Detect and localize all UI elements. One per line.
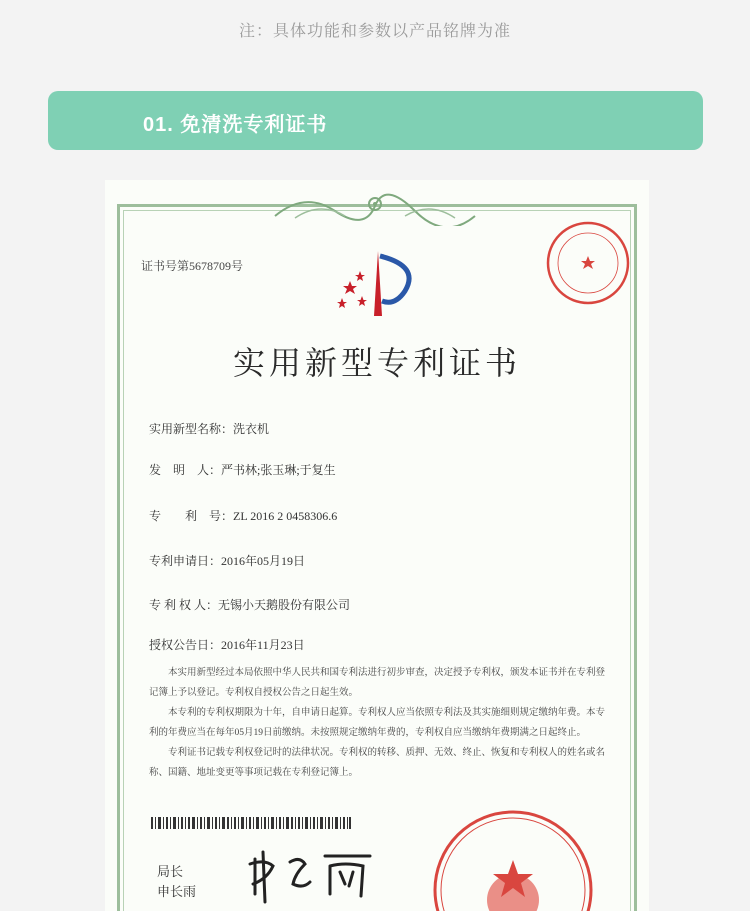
agency-seal-icon xyxy=(545,220,631,306)
signature-name: 申长雨 xyxy=(157,884,197,899)
body-paragraph: 专利证书记载专利权登记时的法律状况。专利权的转移、质押、无效、终止、恢复和专利权人的姓名或名称、国籍、地址变更等事项记载在专利登记簿上。 xyxy=(149,748,606,778)
signature-title: 局长 xyxy=(157,864,184,879)
field-patent-number: 专 利 号：ZL 2016 2 0458306.6 xyxy=(149,509,338,523)
field-application-date: 专利申请日：2016年05月19日 xyxy=(149,554,306,568)
patent-certificate-image xyxy=(105,180,649,911)
barcode-icon xyxy=(151,817,351,829)
certificate-number: 证书号第5678709号 xyxy=(141,259,244,273)
section-title: 01. 免清洗专利证书 xyxy=(143,114,328,136)
certificate-title: 实用新型专利证书 xyxy=(232,345,521,381)
handwritten-signature-icon xyxy=(245,844,385,904)
frame-ornament-icon xyxy=(265,186,485,226)
body-paragraph: 本专利的专利权期限为十年，自申请日起算。专利权人应当依照专利法及其实施细则规定缴纳年费。本专利的年费应当在每年05月19日前缴纳。未按照规定缴纳年费的，专利权自应当缴纳年费期满之日起终止。 xyxy=(149,708,606,738)
section-banner xyxy=(48,91,703,150)
field-patentee: 专 利 权 人：无锡小天鹅股份有限公司 xyxy=(149,598,351,612)
patent-office-logo-icon xyxy=(330,246,425,321)
field-grant-date: 授权公告日：2016年11月23日 xyxy=(149,638,305,652)
disclaimer-note: 注：具体功能和参数以产品铭牌为准 xyxy=(238,23,511,40)
body-paragraph: 本实用新型经过本局依照中华人民共和国专利法进行初步审查，决定授予专利权，颁发本证书并在专利登记簿上予以登记。专利权自授权公告之日起生效。 xyxy=(149,668,606,698)
certificate-body-text xyxy=(149,663,605,783)
signature-caption xyxy=(157,862,196,902)
field-inventors: 发 明 人：严书林;张玉琳;于复生 xyxy=(149,463,336,477)
official-state-seal-icon xyxy=(423,800,603,911)
field-utility-model-name: 实用新型名称：洗衣机 xyxy=(149,422,270,436)
